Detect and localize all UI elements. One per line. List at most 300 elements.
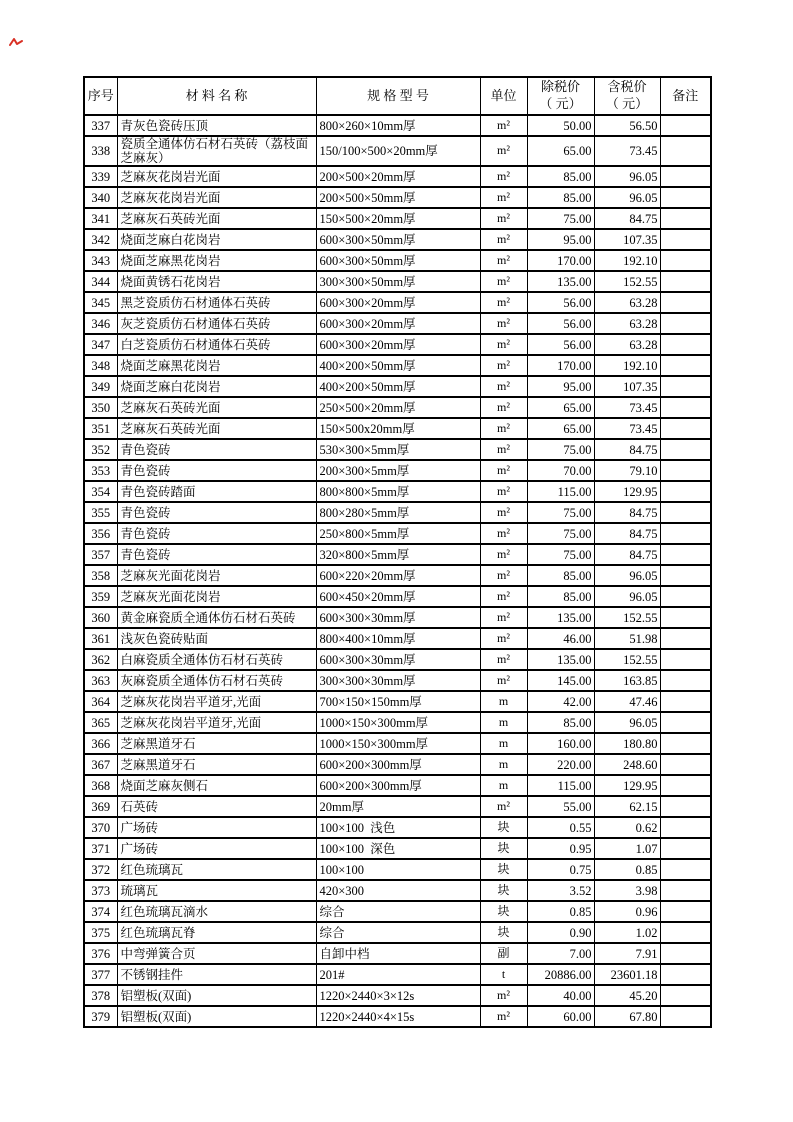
- cell-index: 359: [84, 586, 117, 607]
- cell-unit: m²: [480, 313, 527, 334]
- cell-material-name: 灰麻瓷质全通体仿石材石英砖: [117, 670, 316, 691]
- cell-material-name: 芝麻灰石英砖光面: [117, 397, 316, 418]
- cell-spec: 600×300×20mm厚: [316, 313, 480, 334]
- price-table: [83, 76, 712, 1028]
- cell-unit: m²: [480, 136, 527, 166]
- cell-index: 343: [84, 250, 117, 271]
- cell-remark: [660, 859, 711, 880]
- cell-remark: [660, 397, 711, 418]
- table-row: [84, 292, 711, 313]
- cell-spec: 700×150×150mm厚: [316, 691, 480, 712]
- cell-remark: [660, 649, 711, 670]
- cell-index: 362: [84, 649, 117, 670]
- cell-remark: [660, 691, 711, 712]
- cell-price-incl-tax: 0.85: [594, 859, 660, 880]
- cell-remark: [660, 313, 711, 334]
- cell-remark: [660, 922, 711, 943]
- cell-spec: 1220×2440×3×12s: [316, 985, 480, 1006]
- table-header: [84, 77, 711, 115]
- cell-unit: m²: [480, 796, 527, 817]
- header-unit: 单位: [480, 77, 527, 115]
- cell-price-incl-tax: 47.46: [594, 691, 660, 712]
- cell-material-name: 青色瓷砖: [117, 502, 316, 523]
- cell-unit: 块: [480, 817, 527, 838]
- cell-price-excl-tax: 20886.00: [527, 964, 594, 985]
- cell-index: 374: [84, 901, 117, 922]
- cell-price-incl-tax: 96.05: [594, 712, 660, 733]
- cell-material-name: 芝麻灰石英砖光面: [117, 418, 316, 439]
- cell-material-name: 石英砖: [117, 796, 316, 817]
- cell-index: 360: [84, 607, 117, 628]
- cell-material-name: 瓷质全通体仿石材石英砖（荔枝面芝麻灰）: [117, 136, 316, 166]
- cell-index: 346: [84, 313, 117, 334]
- cell-material-name: 红色琉璃瓦滴水: [117, 901, 316, 922]
- header-price-incl-tax: [594, 77, 660, 115]
- cell-price-excl-tax: 95.00: [527, 229, 594, 250]
- table-row: [84, 544, 711, 565]
- cell-price-incl-tax: 73.45: [594, 136, 660, 166]
- cell-spec: 320×800×5mm厚: [316, 544, 480, 565]
- cell-price-excl-tax: 40.00: [527, 985, 594, 1006]
- cell-remark: [660, 544, 711, 565]
- cell-remark: [660, 187, 711, 208]
- cell-spec: 200×300×5mm厚: [316, 460, 480, 481]
- cell-spec: 420×300: [316, 880, 480, 901]
- cell-unit: m: [480, 712, 527, 733]
- cell-index: 352: [84, 439, 117, 460]
- cell-unit: m: [480, 691, 527, 712]
- cell-unit: m²: [480, 166, 527, 187]
- cell-price-incl-tax: 107.35: [594, 229, 660, 250]
- cell-price-incl-tax: 56.50: [594, 115, 660, 136]
- cell-material-name: 烧面芝麻黑花岗岩: [117, 355, 316, 376]
- cell-price-incl-tax: 84.75: [594, 523, 660, 544]
- cell-price-incl-tax: 0.96: [594, 901, 660, 922]
- cell-unit: m²: [480, 565, 527, 586]
- cell-price-excl-tax: 55.00: [527, 796, 594, 817]
- table-row: [84, 943, 711, 964]
- cell-remark: [660, 985, 711, 1006]
- table-row: [84, 859, 711, 880]
- cell-spec: 综合: [316, 901, 480, 922]
- cell-price-excl-tax: 170.00: [527, 355, 594, 376]
- cell-spec: 150×500x20mm厚: [316, 418, 480, 439]
- cell-spec: 20mm厚: [316, 796, 480, 817]
- cell-spec: 综合: [316, 922, 480, 943]
- cell-spec: 250×800×5mm厚: [316, 523, 480, 544]
- cell-spec: 400×200×50mm厚: [316, 376, 480, 397]
- cell-price-incl-tax: 96.05: [594, 586, 660, 607]
- header-price-incl-tax-line1: 含税价: [607, 79, 647, 95]
- table-row: [84, 1006, 711, 1027]
- cell-price-excl-tax: 85.00: [527, 586, 594, 607]
- cell-price-excl-tax: 75.00: [527, 523, 594, 544]
- header-price-excl-tax-line2: （ 元）: [539, 96, 582, 111]
- cell-unit: m²: [480, 115, 527, 136]
- cell-unit: m: [480, 775, 527, 796]
- cell-price-excl-tax: 50.00: [527, 115, 594, 136]
- cell-unit: m²: [480, 544, 527, 565]
- cell-index: 344: [84, 271, 117, 292]
- cell-remark: [660, 1006, 711, 1027]
- cell-index: 364: [84, 691, 117, 712]
- header-material-name: 材 料 名 称: [117, 77, 316, 115]
- cell-remark: [660, 439, 711, 460]
- cell-price-incl-tax: 129.95: [594, 481, 660, 502]
- cell-price-excl-tax: 65.00: [527, 418, 594, 439]
- cell-price-incl-tax: 96.05: [594, 565, 660, 586]
- cell-spec: 150×500×20mm厚: [316, 208, 480, 229]
- cell-index: 363: [84, 670, 117, 691]
- cell-unit: m²: [480, 397, 527, 418]
- cell-spec: 300×300×30mm厚: [316, 670, 480, 691]
- cell-price-excl-tax: 7.00: [527, 943, 594, 964]
- cell-unit: m²: [480, 649, 527, 670]
- cell-price-incl-tax: 45.20: [594, 985, 660, 1006]
- cell-unit: m: [480, 754, 527, 775]
- cell-price-incl-tax: 67.80: [594, 1006, 660, 1027]
- cell-index: 355: [84, 502, 117, 523]
- cell-remark: [660, 817, 711, 838]
- cell-price-incl-tax: 84.75: [594, 502, 660, 523]
- table-row: [84, 712, 711, 733]
- cell-remark: [660, 712, 711, 733]
- cell-spec: 600×300×50mm厚: [316, 250, 480, 271]
- cell-price-incl-tax: 152.55: [594, 271, 660, 292]
- cell-spec: 150/100×500×20mm厚: [316, 136, 480, 166]
- cell-price-excl-tax: 85.00: [527, 166, 594, 187]
- cell-material-name: 芝麻灰花岗岩平道牙,光面: [117, 691, 316, 712]
- cell-price-incl-tax: 84.75: [594, 439, 660, 460]
- cell-price-incl-tax: 63.28: [594, 292, 660, 313]
- table-row: [84, 964, 711, 985]
- cell-remark: [660, 460, 711, 481]
- cell-remark: [660, 502, 711, 523]
- cell-unit: m²: [480, 208, 527, 229]
- cell-material-name: 白芝瓷质仿石材通体石英砖: [117, 334, 316, 355]
- cell-index: 351: [84, 418, 117, 439]
- cell-remark: [660, 796, 711, 817]
- cell-spec: 530×300×5mm厚: [316, 439, 480, 460]
- cell-material-name: 广场砖: [117, 838, 316, 859]
- cell-remark: [660, 586, 711, 607]
- cell-unit: m²: [480, 229, 527, 250]
- cell-price-excl-tax: 85.00: [527, 565, 594, 586]
- cell-unit: m²: [480, 418, 527, 439]
- cell-price-incl-tax: 1.07: [594, 838, 660, 859]
- cell-unit: m²: [480, 292, 527, 313]
- cell-spec: 600×300×50mm厚: [316, 229, 480, 250]
- cell-unit: m²: [480, 271, 527, 292]
- cell-remark: [660, 208, 711, 229]
- table-row: [84, 607, 711, 628]
- cell-index: 371: [84, 838, 117, 859]
- cell-remark: [660, 565, 711, 586]
- cell-index: 340: [84, 187, 117, 208]
- cell-spec: 1000×150×300mm厚: [316, 712, 480, 733]
- table-row: [84, 187, 711, 208]
- cell-index: 354: [84, 481, 117, 502]
- table-row: [84, 313, 711, 334]
- cell-index: 342: [84, 229, 117, 250]
- table-row: [84, 838, 711, 859]
- cell-material-name: 青灰色瓷砖压顶: [117, 115, 316, 136]
- cell-spec: 800×400×10mm厚: [316, 628, 480, 649]
- table-row: [84, 271, 711, 292]
- cell-index: 366: [84, 733, 117, 754]
- cell-index: 378: [84, 985, 117, 1006]
- cell-price-excl-tax: 70.00: [527, 460, 594, 481]
- table-row: [84, 136, 711, 166]
- cell-unit: 块: [480, 922, 527, 943]
- table-row: [84, 796, 711, 817]
- table-row: [84, 817, 711, 838]
- cell-remark: [660, 418, 711, 439]
- table-row: [84, 481, 711, 502]
- cell-unit: m²: [480, 628, 527, 649]
- cell-price-excl-tax: 56.00: [527, 313, 594, 334]
- cell-index: 376: [84, 943, 117, 964]
- cell-price-excl-tax: 3.52: [527, 880, 594, 901]
- table-row: [84, 586, 711, 607]
- cell-remark: [660, 229, 711, 250]
- cell-unit: 副: [480, 943, 527, 964]
- cell-spec: 800×800×5mm厚: [316, 481, 480, 502]
- cell-price-incl-tax: 51.98: [594, 628, 660, 649]
- cell-unit: m²: [480, 502, 527, 523]
- cell-material-name: 烧面芝麻白花岗岩: [117, 229, 316, 250]
- cell-price-excl-tax: 135.00: [527, 607, 594, 628]
- cell-index: 353: [84, 460, 117, 481]
- cell-spec: 600×300×20mm厚: [316, 292, 480, 313]
- cell-price-excl-tax: 0.90: [527, 922, 594, 943]
- table-row: [84, 376, 711, 397]
- cell-unit: m²: [480, 481, 527, 502]
- cell-material-name: 红色琉璃瓦: [117, 859, 316, 880]
- cell-material-name: 琉璃瓦: [117, 880, 316, 901]
- table-row: [84, 691, 711, 712]
- cell-spec: 1220×2440×4×15s: [316, 1006, 480, 1027]
- cell-index: 369: [84, 796, 117, 817]
- table-row: [84, 460, 711, 481]
- cell-index: 339: [84, 166, 117, 187]
- cell-remark: [660, 670, 711, 691]
- cell-index: 347: [84, 334, 117, 355]
- cell-material-name: 黄金麻瓷质全通体仿石材石英砖: [117, 607, 316, 628]
- table-row: [84, 922, 711, 943]
- cell-price-incl-tax: 96.05: [594, 166, 660, 187]
- cell-price-excl-tax: 0.95: [527, 838, 594, 859]
- cell-remark: [660, 355, 711, 376]
- cell-price-incl-tax: 107.35: [594, 376, 660, 397]
- cell-price-excl-tax: 145.00: [527, 670, 594, 691]
- table-row: [84, 775, 711, 796]
- table-row: [84, 754, 711, 775]
- cell-spec: 300×300×50mm厚: [316, 271, 480, 292]
- cell-price-incl-tax: 62.15: [594, 796, 660, 817]
- cell-material-name: 烧面黄锈石花岗岩: [117, 271, 316, 292]
- cell-material-name: 芝麻灰花岗岩光面: [117, 166, 316, 187]
- cell-price-incl-tax: 3.98: [594, 880, 660, 901]
- cell-price-excl-tax: 135.00: [527, 271, 594, 292]
- cell-unit: m²: [480, 250, 527, 271]
- cell-remark: [660, 628, 711, 649]
- cell-price-incl-tax: 63.28: [594, 313, 660, 334]
- cell-index: 370: [84, 817, 117, 838]
- cell-remark: [660, 838, 711, 859]
- cell-price-incl-tax: 73.45: [594, 418, 660, 439]
- table-row: [84, 985, 711, 1006]
- cell-price-excl-tax: 95.00: [527, 376, 594, 397]
- cell-spec: 100×100 浅色: [316, 817, 480, 838]
- cell-price-incl-tax: 23601.18: [594, 964, 660, 985]
- table-row: [84, 166, 711, 187]
- cell-price-excl-tax: 75.00: [527, 208, 594, 229]
- table-row: [84, 880, 711, 901]
- cell-index: 349: [84, 376, 117, 397]
- cell-spec: 201#: [316, 964, 480, 985]
- table-row: [84, 115, 711, 136]
- table-row: [84, 649, 711, 670]
- table-row: [84, 229, 711, 250]
- header-price-excl-tax: [527, 77, 594, 115]
- cell-index: 357: [84, 544, 117, 565]
- cell-unit: 块: [480, 859, 527, 880]
- table-row: [84, 901, 711, 922]
- cell-material-name: 黑芝瓷质仿石材通体石英砖: [117, 292, 316, 313]
- cell-material-name: 中弯弹簧合页: [117, 943, 316, 964]
- cell-spec: 800×260×10mm厚: [316, 115, 480, 136]
- header-row: [84, 77, 711, 115]
- cell-remark: [660, 607, 711, 628]
- cell-remark: [660, 901, 711, 922]
- cell-remark: [660, 271, 711, 292]
- cell-remark: [660, 376, 711, 397]
- cell-material-name: 青色瓷砖: [117, 460, 316, 481]
- cell-unit: m²: [480, 1006, 527, 1027]
- cell-unit: t: [480, 964, 527, 985]
- cell-price-incl-tax: 84.75: [594, 208, 660, 229]
- cell-index: 337: [84, 115, 117, 136]
- cell-material-name: 不锈钢挂件: [117, 964, 316, 985]
- cell-price-incl-tax: 0.62: [594, 817, 660, 838]
- cell-spec: 600×220×20mm厚: [316, 565, 480, 586]
- cell-price-excl-tax: 75.00: [527, 544, 594, 565]
- cell-unit: m²: [480, 334, 527, 355]
- cell-price-excl-tax: 46.00: [527, 628, 594, 649]
- cell-price-incl-tax: 129.95: [594, 775, 660, 796]
- cell-price-incl-tax: 73.45: [594, 397, 660, 418]
- cell-index: 356: [84, 523, 117, 544]
- cell-spec: 600×300×30mm厚: [316, 649, 480, 670]
- cell-unit: m²: [480, 523, 527, 544]
- cell-index: 368: [84, 775, 117, 796]
- cell-index: 365: [84, 712, 117, 733]
- cell-remark: [660, 292, 711, 313]
- table-row: [84, 439, 711, 460]
- cell-spec: 600×200×300mm厚: [316, 775, 480, 796]
- table-row: [84, 502, 711, 523]
- cell-unit: m: [480, 733, 527, 754]
- cell-price-excl-tax: 220.00: [527, 754, 594, 775]
- cell-spec: 自卸中档: [316, 943, 480, 964]
- cell-price-incl-tax: 192.10: [594, 355, 660, 376]
- cell-material-name: 青色瓷砖: [117, 523, 316, 544]
- cell-price-incl-tax: 180.80: [594, 733, 660, 754]
- table-row: [84, 397, 711, 418]
- cell-material-name: 红色琉璃瓦脊: [117, 922, 316, 943]
- cell-spec: 250×500×20mm厚: [316, 397, 480, 418]
- cell-price-excl-tax: 170.00: [527, 250, 594, 271]
- table-row: [84, 208, 711, 229]
- cell-material-name: 芝麻灰花岗岩光面: [117, 187, 316, 208]
- cell-unit: m²: [480, 187, 527, 208]
- cell-spec: 600×300×20mm厚: [316, 334, 480, 355]
- cell-price-incl-tax: 63.28: [594, 334, 660, 355]
- cell-price-excl-tax: 0.55: [527, 817, 594, 838]
- cell-price-excl-tax: 42.00: [527, 691, 594, 712]
- cell-index: 348: [84, 355, 117, 376]
- cell-price-incl-tax: 1.02: [594, 922, 660, 943]
- cell-price-excl-tax: 65.00: [527, 136, 594, 166]
- cell-price-excl-tax: 115.00: [527, 481, 594, 502]
- cell-price-excl-tax: 115.00: [527, 775, 594, 796]
- cell-unit: m²: [480, 670, 527, 691]
- cell-remark: [660, 481, 711, 502]
- cell-material-name: 芝麻黑道牙石: [117, 733, 316, 754]
- cell-material-name: 芝麻黑道牙石: [117, 754, 316, 775]
- table-row: [84, 418, 711, 439]
- cell-remark: [660, 964, 711, 985]
- cell-material-name: 灰芝瓷质仿石材通体石英砖: [117, 313, 316, 334]
- cell-material-name: 青色瓷砖: [117, 544, 316, 565]
- cell-remark: [660, 733, 711, 754]
- cell-index: 345: [84, 292, 117, 313]
- cell-index: 350: [84, 397, 117, 418]
- cell-remark: [660, 115, 711, 136]
- cell-spec: 1000×150×300mm厚: [316, 733, 480, 754]
- cell-index: 373: [84, 880, 117, 901]
- cell-material-name: 芝麻灰石英砖光面: [117, 208, 316, 229]
- cell-remark: [660, 523, 711, 544]
- cell-index: 338: [84, 136, 117, 166]
- header-spec: 规 格 型 号: [316, 77, 480, 115]
- cell-remark: [660, 250, 711, 271]
- cell-price-excl-tax: 75.00: [527, 502, 594, 523]
- cell-price-excl-tax: 56.00: [527, 334, 594, 355]
- cell-price-incl-tax: 248.60: [594, 754, 660, 775]
- cell-spec: 600×200×300mm厚: [316, 754, 480, 775]
- cell-spec: 600×450×20mm厚: [316, 586, 480, 607]
- cell-unit: m²: [480, 985, 527, 1006]
- cell-price-excl-tax: 65.00: [527, 397, 594, 418]
- table-row: [84, 523, 711, 544]
- cell-index: 375: [84, 922, 117, 943]
- header-price-excl-tax-line1: 除税价: [540, 79, 580, 95]
- cell-price-incl-tax: 152.55: [594, 607, 660, 628]
- cell-price-excl-tax: 0.85: [527, 901, 594, 922]
- cell-index: 372: [84, 859, 117, 880]
- cell-spec: 100×100: [316, 859, 480, 880]
- cell-remark: [660, 166, 711, 187]
- cell-unit: m²: [480, 355, 527, 376]
- cell-remark: [660, 880, 711, 901]
- cell-price-incl-tax: 96.05: [594, 187, 660, 208]
- cell-remark: [660, 334, 711, 355]
- cell-index: 341: [84, 208, 117, 229]
- cell-price-excl-tax: 60.00: [527, 1006, 594, 1027]
- header-remark: 备注: [660, 77, 711, 115]
